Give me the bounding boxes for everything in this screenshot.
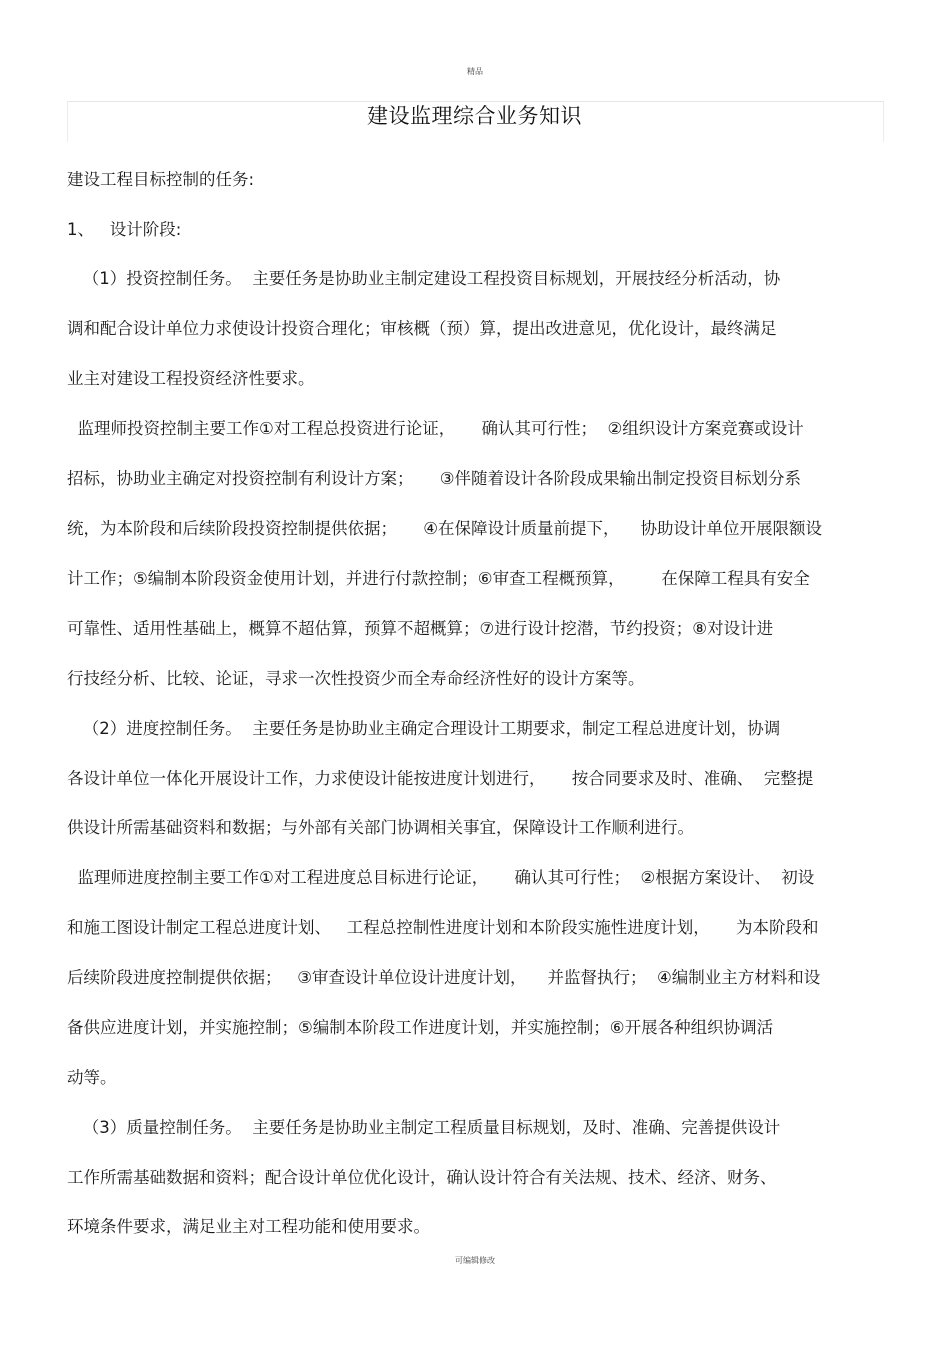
text-line: （2）进度控制任务。 主要任务是协助业主确定合理设计工期要求，制定工程总进度计划，协调 [67,719,781,738]
text-line: 调和配合设计单位力求使设计投资合理化；审核概（预）算，提出改进意见，优化设计，最终满足 [67,319,777,338]
footer-watermark: 可编辑修改 [455,1256,495,1265]
text-line: 工作所需基础数据和资料；配合设计单位优化设计，确认设计符合有关法规、技术、经济、财务、 [67,1168,777,1187]
text-line: 业主对建设工程投资经济性要求。 [67,369,315,388]
text-line: （3）质量控制任务。 主要任务是协助业主制定工程质量目标规划，及时、准确、完善提供设计 [67,1118,781,1137]
text-line: 后续阶段进度控制提供依据； ③审查设计单位设计进度计划， 并监督执行； ④编制业主方材料和设 [67,968,821,987]
text-line: 各设计单位一体化开展设计工作，力求使设计能按进度计划进行， 按合同要求及时、准确、 完整提 [67,769,814,788]
text-line: 监理师投资控制主要工作①对工程总投资进行论证， 确认其可行性； ②组织设计方案竞赛或设计 [67,419,804,438]
text-line: 建设工程目标控制的任务: [67,170,255,189]
text-line: 行技经分析、比较、论证，寻求一次性投资少而全寿命经济性好的设计方案等。 [67,669,645,688]
text-line: （1）投资控制任务。 主要任务是协助业主制定建设工程投资目标规划，开展技经分析活动，协 [67,269,781,288]
text-line: 1、 设计阶段: [67,220,182,239]
text-line: 环境条件要求，满足业主对工程功能和使用要求。 [67,1217,430,1236]
text-line: 和施工图设计制定工程总进度计划、 工程总控制性进度计划和本阶段实施性进度计划， 为本阶段和 [67,918,819,937]
header-watermark: 精品 [467,67,483,76]
document-title: 建设监理综合业务知识 [367,104,582,128]
text-line: 计工作；⑤编制本阶段资金使用计划，并进行付款控制；⑥审查工程概预算， 在保障工程具有安全 [67,569,810,588]
text-line: 招标，协助业主确定对投资控制有利设计方案； ③伴随着设计各阶段成果输出制定投资目标划分系 [67,469,802,488]
text-line: 动等。 [67,1068,117,1087]
text-line: 供设计所需基础资料和数据；与外部有关部门协调相关事宜，保障设计工作顺利进行。 [67,818,694,837]
text-line: 可靠性、适用性基础上，概算不超估算，预算不超概算；⑦进行设计挖潜，节约投资；⑧对设计进 [67,619,774,638]
text-line: 统，为本阶段和后续阶段投资控制提供依据； ④在保障设计质量前提下， 协助设计单位开展限额设 [67,519,822,538]
text-line: 备供应进度计划，并实施控制；⑤编制本阶段工作进度计划，并实施控制；⑥开展各种组织协调活 [67,1018,774,1037]
text-line: 监理师进度控制主要工作①对工程进度总目标进行论证， 确认其可行性； ②根据方案设计、 初设 [67,868,815,887]
